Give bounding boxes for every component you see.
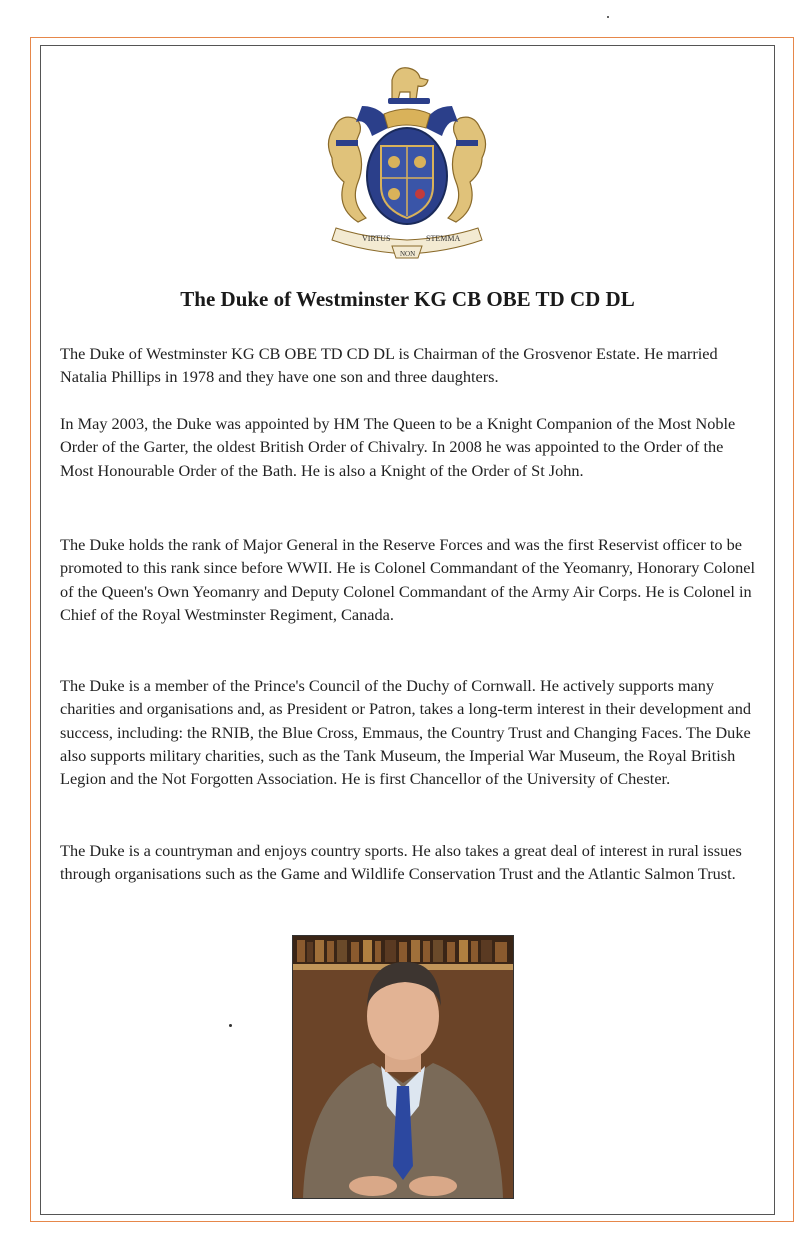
paragraph-military: The Duke holds the rank of Major General in the Reserve Forces and was the first Reservist officer to be promoted to this rank since before WWII. He is Colonel Commandant of the Yeomanry, Honorary Colonel of the Queen's Own Yeomanry and Deputy Colonel Commandant of the Army Air Corps. He is Colonel in Chief of the Royal Westminster Regiment, Canada. <box>60 535 755 624</box>
motto-center: NON <box>400 250 416 258</box>
portrait-photo <box>292 935 514 1199</box>
paragraph-garter: In May 2003, the Duke was appointed by HM The Queen to be a Knight Companion of the Most Noble Order of the Garter, the oldest British Order of Chivalry. In 2008 he was appointed to the Order of the Most Honourable Order of the Bath. He is also a Knight of the Order of St John. <box>60 414 736 480</box>
motto-left: VIRTUS <box>362 234 391 243</box>
print-speck <box>607 16 609 18</box>
paragraph-countryman: The Duke is a countryman and enjoys country sports. He also takes a great deal of interest in rural issues through organisations such as the Game and Wildlife Conservation Trust and the Atlantic Salmon Trust. <box>60 841 742 884</box>
paragraph-charities: The Duke is a member of the Prince's Council of the Duchy of Cornwall. He actively supports many charities and organisations and, as President or Patron, takes a long-term interest in their development and success, including: the RNIB, the Blue Cross, Emmaus, the Country Trust and Changing Faces. The Duke also supports military charities, such as the Tank Museum, the Imperial War Museum, the Royal British Legion and the Not Forgotten Association. He is first Chancellor of the University of Chester. <box>60 676 752 789</box>
motto-right: STEMMA <box>426 234 461 243</box>
page-title: The Duke of Westminster KG CB OBE TD CD DL <box>180 287 635 311</box>
coat-of-arms <box>314 58 500 263</box>
print-speck <box>229 1024 232 1027</box>
paragraph-intro: The Duke of Westminster KG CB OBE TD CD DL is Chairman of the Grosvenor Estate. He married Natalia Phillips in 1978 and they have one son and three daughters. <box>60 344 718 387</box>
